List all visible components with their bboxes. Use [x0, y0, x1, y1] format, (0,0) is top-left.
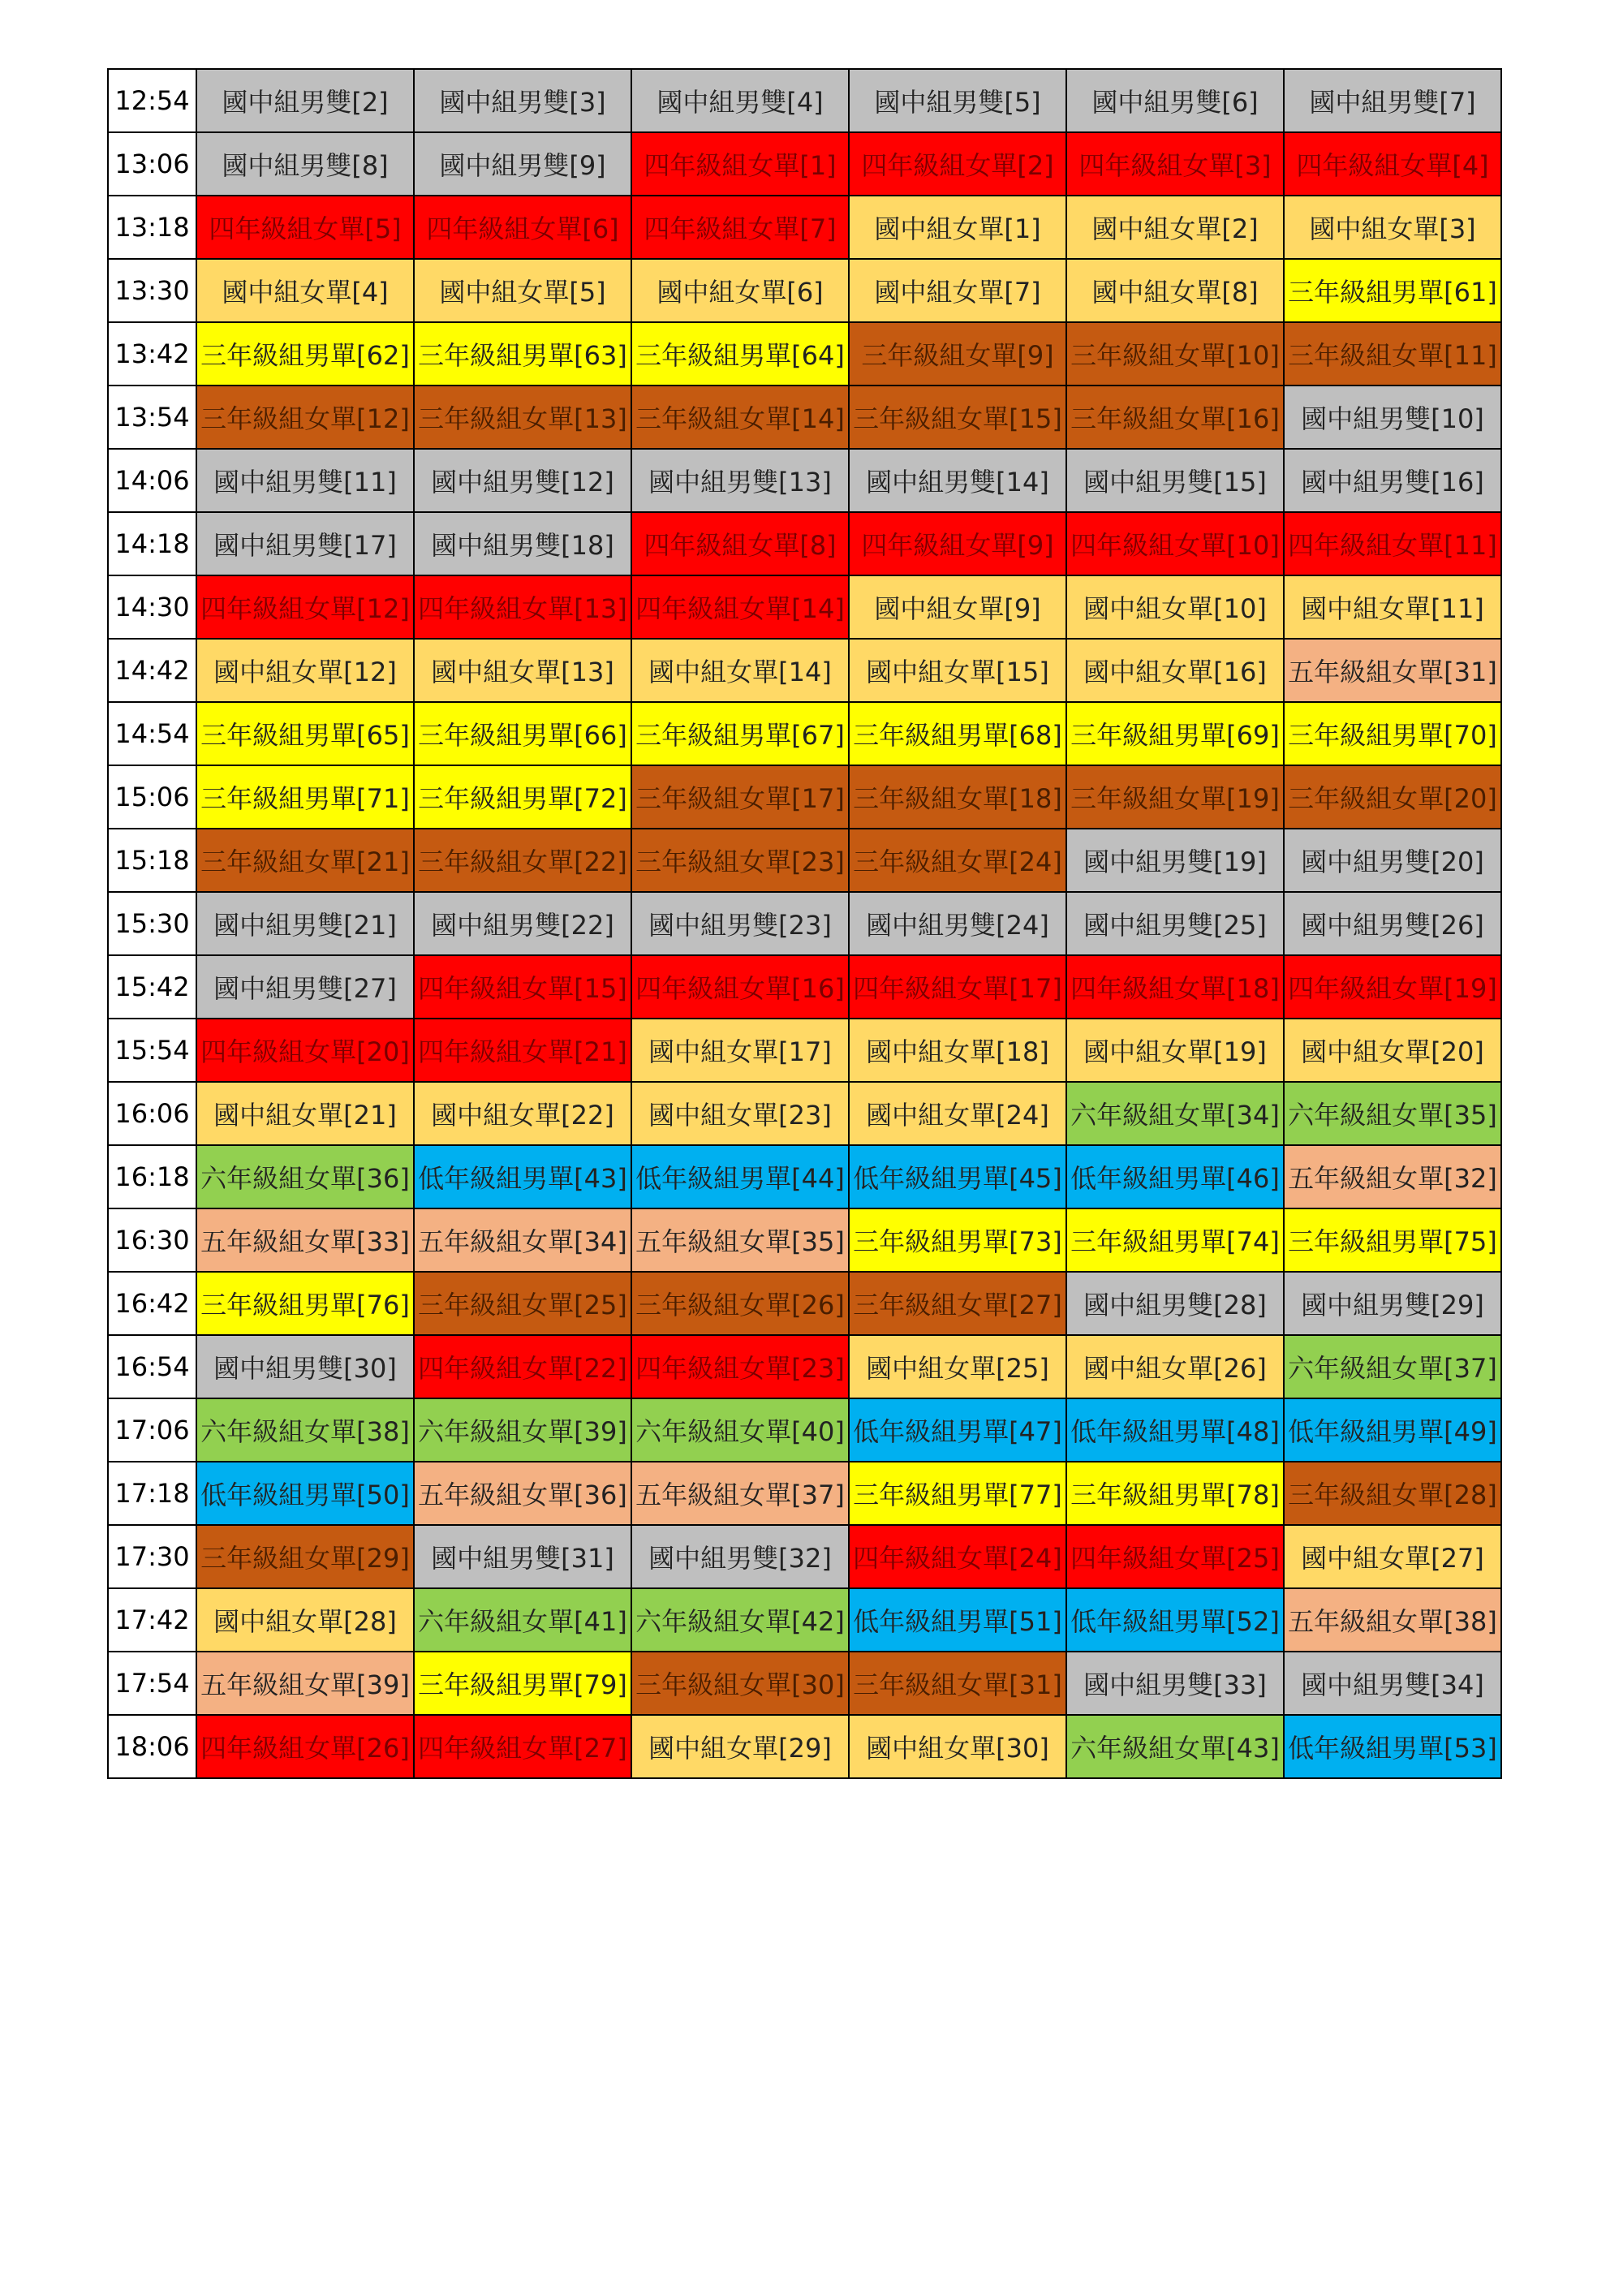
match-cell: 國中組女單[20] [1284, 1019, 1501, 1082]
match-cell: 國中組男雙[7] [1284, 69, 1501, 132]
match-cell: 國中組男雙[3] [414, 69, 631, 132]
match-cell: 六年級組女單[42] [631, 1588, 849, 1652]
match-cell: 四年級組女單[5] [196, 196, 414, 259]
match-cell: 三年級組男單[68] [849, 702, 1066, 765]
match-cell: 四年級組女單[10] [1066, 512, 1284, 575]
match-cell: 低年級組男單[51] [849, 1588, 1066, 1652]
schedule-row [108, 892, 1501, 955]
match-cell: 四年級組女單[27] [414, 1715, 631, 1778]
match-cell: 四年級組女單[20] [196, 1019, 414, 1082]
match-cell: 四年級組女單[19] [1284, 955, 1501, 1019]
match-cell: 三年級組女單[17] [631, 765, 849, 829]
match-cell: 五年級組女單[34] [414, 1208, 631, 1272]
match-cell: 四年級組女單[16] [631, 955, 849, 1019]
schedule-row [108, 132, 1501, 196]
match-cell: 國中組女單[10] [1066, 575, 1284, 639]
match-cell: 五年級組女單[36] [414, 1462, 631, 1525]
time-slot: 17:18 [108, 1462, 196, 1525]
schedule-row [108, 1145, 1501, 1208]
match-cell: 低年級組男單[46] [1066, 1145, 1284, 1208]
time-slot: 15:30 [108, 892, 196, 955]
match-cell: 四年級組女單[9] [849, 512, 1066, 575]
match-cell: 國中組男雙[4] [631, 69, 849, 132]
time-slot: 17:42 [108, 1588, 196, 1652]
match-cell: 三年級組女單[24] [849, 829, 1066, 892]
match-cell: 三年級組男單[61] [1284, 259, 1501, 322]
time-slot: 17:30 [108, 1525, 196, 1588]
match-cell: 國中組女單[22] [414, 1082, 631, 1145]
time-slot: 17:06 [108, 1398, 196, 1462]
match-cell: 四年級組女單[21] [414, 1019, 631, 1082]
match-cell: 國中組男雙[11] [196, 449, 414, 512]
match-cell: 三年級組女單[10] [1066, 322, 1284, 386]
schedule-row [108, 1082, 1501, 1145]
match-cell: 國中組男雙[32] [631, 1525, 849, 1588]
match-cell: 國中組男雙[16] [1284, 449, 1501, 512]
match-cell: 六年級組女單[43] [1066, 1715, 1284, 1778]
time-slot: 14:06 [108, 449, 196, 512]
match-cell: 三年級組女單[20] [1284, 765, 1501, 829]
match-cell: 國中組男雙[33] [1066, 1652, 1284, 1715]
match-cell: 四年級組女單[7] [631, 196, 849, 259]
match-cell: 國中組女單[3] [1284, 196, 1501, 259]
match-cell: 國中組女單[27] [1284, 1525, 1501, 1588]
match-cell: 四年級組女單[17] [849, 955, 1066, 1019]
schedule-row [108, 1715, 1501, 1778]
schedule-row [108, 1398, 1501, 1462]
match-cell: 國中組女單[26] [1066, 1335, 1284, 1398]
match-cell: 四年級組女單[6] [414, 196, 631, 259]
time-slot: 18:06 [108, 1715, 196, 1778]
match-cell: 國中組男雙[9] [414, 132, 631, 196]
match-cell: 三年級組男單[70] [1284, 702, 1501, 765]
match-cell: 五年級組女單[39] [196, 1652, 414, 1715]
time-slot: 13:42 [108, 322, 196, 386]
match-cell: 三年級組女單[21] [196, 829, 414, 892]
match-cell: 國中組男雙[15] [1066, 449, 1284, 512]
time-slot: 15:18 [108, 829, 196, 892]
match-cell: 三年級組女單[11] [1284, 322, 1501, 386]
match-cell: 三年級組男單[74] [1066, 1208, 1284, 1272]
match-cell: 三年級組女單[12] [196, 386, 414, 449]
schedule-row [108, 702, 1501, 765]
schedule-row [108, 386, 1501, 449]
match-cell: 國中組女單[28] [196, 1588, 414, 1652]
time-slot: 15:06 [108, 765, 196, 829]
match-cell: 國中組女單[8] [1066, 259, 1284, 322]
match-cell: 四年級組女單[3] [1066, 132, 1284, 196]
match-cell: 三年級組女單[26] [631, 1272, 849, 1335]
match-cell: 國中組男雙[6] [1066, 69, 1284, 132]
match-cell: 低年級組男單[52] [1066, 1588, 1284, 1652]
match-cell: 三年級組女單[25] [414, 1272, 631, 1335]
schedule-row [108, 1588, 1501, 1652]
match-cell: 三年級組女單[18] [849, 765, 1066, 829]
match-cell: 國中組男雙[8] [196, 132, 414, 196]
match-cell: 國中組男雙[29] [1284, 1272, 1501, 1335]
schedule-row [108, 322, 1501, 386]
match-cell: 四年級組女單[1] [631, 132, 849, 196]
match-cell: 國中組男雙[19] [1066, 829, 1284, 892]
match-cell: 低年級組男單[45] [849, 1145, 1066, 1208]
match-cell: 國中組男雙[20] [1284, 829, 1501, 892]
match-cell: 四年級組女單[22] [414, 1335, 631, 1398]
match-cell: 國中組男雙[12] [414, 449, 631, 512]
match-cell: 三年級組女單[16] [1066, 386, 1284, 449]
match-cell: 四年級組女單[25] [1066, 1525, 1284, 1588]
match-cell: 三年級組男單[75] [1284, 1208, 1501, 1272]
match-cell: 六年級組女單[36] [196, 1145, 414, 1208]
match-cell: 低年級組男單[49] [1284, 1398, 1501, 1462]
match-cell: 四年級組女單[11] [1284, 512, 1501, 575]
schedule-row [108, 1335, 1501, 1398]
match-cell: 國中組女單[13] [414, 639, 631, 702]
match-cell: 五年級組女單[31] [1284, 639, 1501, 702]
match-cell: 六年級組女單[37] [1284, 1335, 1501, 1398]
schedule-row [108, 955, 1501, 1019]
match-cell: 三年級組男單[62] [196, 322, 414, 386]
match-cell: 國中組女單[16] [1066, 639, 1284, 702]
match-cell: 國中組女單[24] [849, 1082, 1066, 1145]
match-cell: 三年級組女單[29] [196, 1525, 414, 1588]
match-cell: 國中組男雙[30] [196, 1335, 414, 1398]
time-slot: 13:18 [108, 196, 196, 259]
match-cell: 低年級組男單[44] [631, 1145, 849, 1208]
match-cell: 國中組男雙[23] [631, 892, 849, 955]
match-cell: 三年級組女單[19] [1066, 765, 1284, 829]
match-cell: 國中組女單[19] [1066, 1019, 1284, 1082]
time-slot: 16:42 [108, 1272, 196, 1335]
time-slot: 13:54 [108, 386, 196, 449]
match-cell: 國中組女單[14] [631, 639, 849, 702]
match-cell: 五年級組女單[37] [631, 1462, 849, 1525]
match-cell: 國中組女單[1] [849, 196, 1066, 259]
match-cell: 三年級組女單[9] [849, 322, 1066, 386]
match-cell: 三年級組男單[65] [196, 702, 414, 765]
match-cell: 三年級組女單[13] [414, 386, 631, 449]
schedule-row [108, 829, 1501, 892]
schedule-row [108, 1525, 1501, 1588]
match-cell: 六年級組女單[34] [1066, 1082, 1284, 1145]
match-cell: 三年級組男單[78] [1066, 1462, 1284, 1525]
time-slot: 14:54 [108, 702, 196, 765]
time-slot: 16:18 [108, 1145, 196, 1208]
match-cell: 國中組男雙[34] [1284, 1652, 1501, 1715]
match-cell: 三年級組男單[67] [631, 702, 849, 765]
match-cell: 五年級組女單[38] [1284, 1588, 1501, 1652]
match-cell: 六年級組女單[35] [1284, 1082, 1501, 1145]
match-cell: 國中組女單[11] [1284, 575, 1501, 639]
match-cell: 三年級組男單[66] [414, 702, 631, 765]
match-cell: 國中組女單[7] [849, 259, 1066, 322]
match-cell: 三年級組男單[69] [1066, 702, 1284, 765]
match-cell: 三年級組女單[30] [631, 1652, 849, 1715]
match-cell: 國中組女單[2] [1066, 196, 1284, 259]
match-cell: 國中組女單[4] [196, 259, 414, 322]
match-cell: 三年級組女單[28] [1284, 1462, 1501, 1525]
schedule-row [108, 1462, 1501, 1525]
match-cell: 低年級組男單[47] [849, 1398, 1066, 1462]
match-cell: 國中組女單[23] [631, 1082, 849, 1145]
match-cell: 國中組男雙[31] [414, 1525, 631, 1588]
match-cell: 國中組男雙[22] [414, 892, 631, 955]
match-cell: 四年級組女單[18] [1066, 955, 1284, 1019]
match-cell: 國中組女單[12] [196, 639, 414, 702]
match-cell: 三年級組男單[79] [414, 1652, 631, 1715]
match-cell: 國中組女單[5] [414, 259, 631, 322]
match-cell: 四年級組女單[24] [849, 1525, 1066, 1588]
time-slot: 15:54 [108, 1019, 196, 1082]
match-cell: 四年級組女單[2] [849, 132, 1066, 196]
match-cell: 國中組女單[25] [849, 1335, 1066, 1398]
time-slot: 15:42 [108, 955, 196, 1019]
match-cell: 四年級組女單[23] [631, 1335, 849, 1398]
match-cell: 六年級組女單[38] [196, 1398, 414, 1462]
match-cell: 五年級組女單[35] [631, 1208, 849, 1272]
schedule-row [108, 1208, 1501, 1272]
match-cell: 國中組女單[29] [631, 1715, 849, 1778]
match-schedule-table [107, 68, 1502, 1779]
match-cell: 四年級組女單[8] [631, 512, 849, 575]
match-cell: 國中組男雙[10] [1284, 386, 1501, 449]
match-cell: 四年級組女單[12] [196, 575, 414, 639]
time-slot: 14:30 [108, 575, 196, 639]
match-cell: 五年級組女單[32] [1284, 1145, 1501, 1208]
time-slot: 13:06 [108, 132, 196, 196]
match-cell: 國中組女單[15] [849, 639, 1066, 702]
match-cell: 四年級組女單[13] [414, 575, 631, 639]
schedule-body [108, 69, 1501, 1778]
schedule-row [108, 575, 1501, 639]
time-slot: 16:30 [108, 1208, 196, 1272]
match-cell: 國中組女單[17] [631, 1019, 849, 1082]
match-cell: 國中組男雙[24] [849, 892, 1066, 955]
match-cell: 三年級組女單[22] [414, 829, 631, 892]
time-slot: 12:54 [108, 69, 196, 132]
time-slot: 14:18 [108, 512, 196, 575]
match-cell: 三年級組男單[64] [631, 322, 849, 386]
match-cell: 國中組男雙[28] [1066, 1272, 1284, 1335]
match-cell: 三年級組男單[71] [196, 765, 414, 829]
schedule-row [108, 69, 1501, 132]
match-cell: 三年級組女單[27] [849, 1272, 1066, 1335]
schedule-row [108, 639, 1501, 702]
match-cell: 六年級組女單[41] [414, 1588, 631, 1652]
match-cell: 低年級組男單[43] [414, 1145, 631, 1208]
time-slot: 13:30 [108, 259, 196, 322]
schedule-row [108, 259, 1501, 322]
match-cell: 國中組男雙[18] [414, 512, 631, 575]
match-cell: 三年級組女單[23] [631, 829, 849, 892]
match-cell: 四年級組女單[26] [196, 1715, 414, 1778]
match-cell: 三年級組男單[63] [414, 322, 631, 386]
match-cell: 國中組男雙[14] [849, 449, 1066, 512]
match-cell: 三年級組男單[77] [849, 1462, 1066, 1525]
match-cell: 國中組男雙[2] [196, 69, 414, 132]
match-cell: 國中組男雙[26] [1284, 892, 1501, 955]
schedule-row [108, 1652, 1501, 1715]
match-cell: 國中組男雙[5] [849, 69, 1066, 132]
match-cell: 六年級組女單[39] [414, 1398, 631, 1462]
schedule-row [108, 196, 1501, 259]
match-cell: 四年級組女單[14] [631, 575, 849, 639]
match-cell: 四年級組女單[15] [414, 955, 631, 1019]
schedule-row [108, 449, 1501, 512]
schedule-row [108, 765, 1501, 829]
match-cell: 國中組女單[6] [631, 259, 849, 322]
match-cell: 四年級組女單[4] [1284, 132, 1501, 196]
match-cell: 三年級組女單[15] [849, 386, 1066, 449]
match-cell: 低年級組男單[53] [1284, 1715, 1501, 1778]
match-cell: 國中組男雙[25] [1066, 892, 1284, 955]
match-cell: 國中組男雙[27] [196, 955, 414, 1019]
match-cell: 國中組女單[9] [849, 575, 1066, 639]
match-cell: 國中組女單[30] [849, 1715, 1066, 1778]
match-cell: 國中組男雙[17] [196, 512, 414, 575]
match-cell: 國中組女單[18] [849, 1019, 1066, 1082]
match-cell: 三年級組女單[31] [849, 1652, 1066, 1715]
match-cell: 國中組女單[21] [196, 1082, 414, 1145]
match-cell: 三年級組男單[72] [414, 765, 631, 829]
match-cell: 三年級組女單[14] [631, 386, 849, 449]
match-cell: 五年級組女單[33] [196, 1208, 414, 1272]
time-slot: 16:54 [108, 1335, 196, 1398]
schedule-row [108, 1272, 1501, 1335]
match-cell: 國中組男雙[13] [631, 449, 849, 512]
time-slot: 17:54 [108, 1652, 196, 1715]
time-slot: 16:06 [108, 1082, 196, 1145]
match-cell: 低年級組男單[48] [1066, 1398, 1284, 1462]
match-cell: 低年級組男單[50] [196, 1462, 414, 1525]
schedule-row [108, 512, 1501, 575]
time-slot: 14:42 [108, 639, 196, 702]
match-cell: 三年級組男單[73] [849, 1208, 1066, 1272]
schedule-row [108, 1019, 1501, 1082]
match-cell: 三年級組男單[76] [196, 1272, 414, 1335]
match-cell: 六年級組女單[40] [631, 1398, 849, 1462]
match-cell: 國中組男雙[21] [196, 892, 414, 955]
